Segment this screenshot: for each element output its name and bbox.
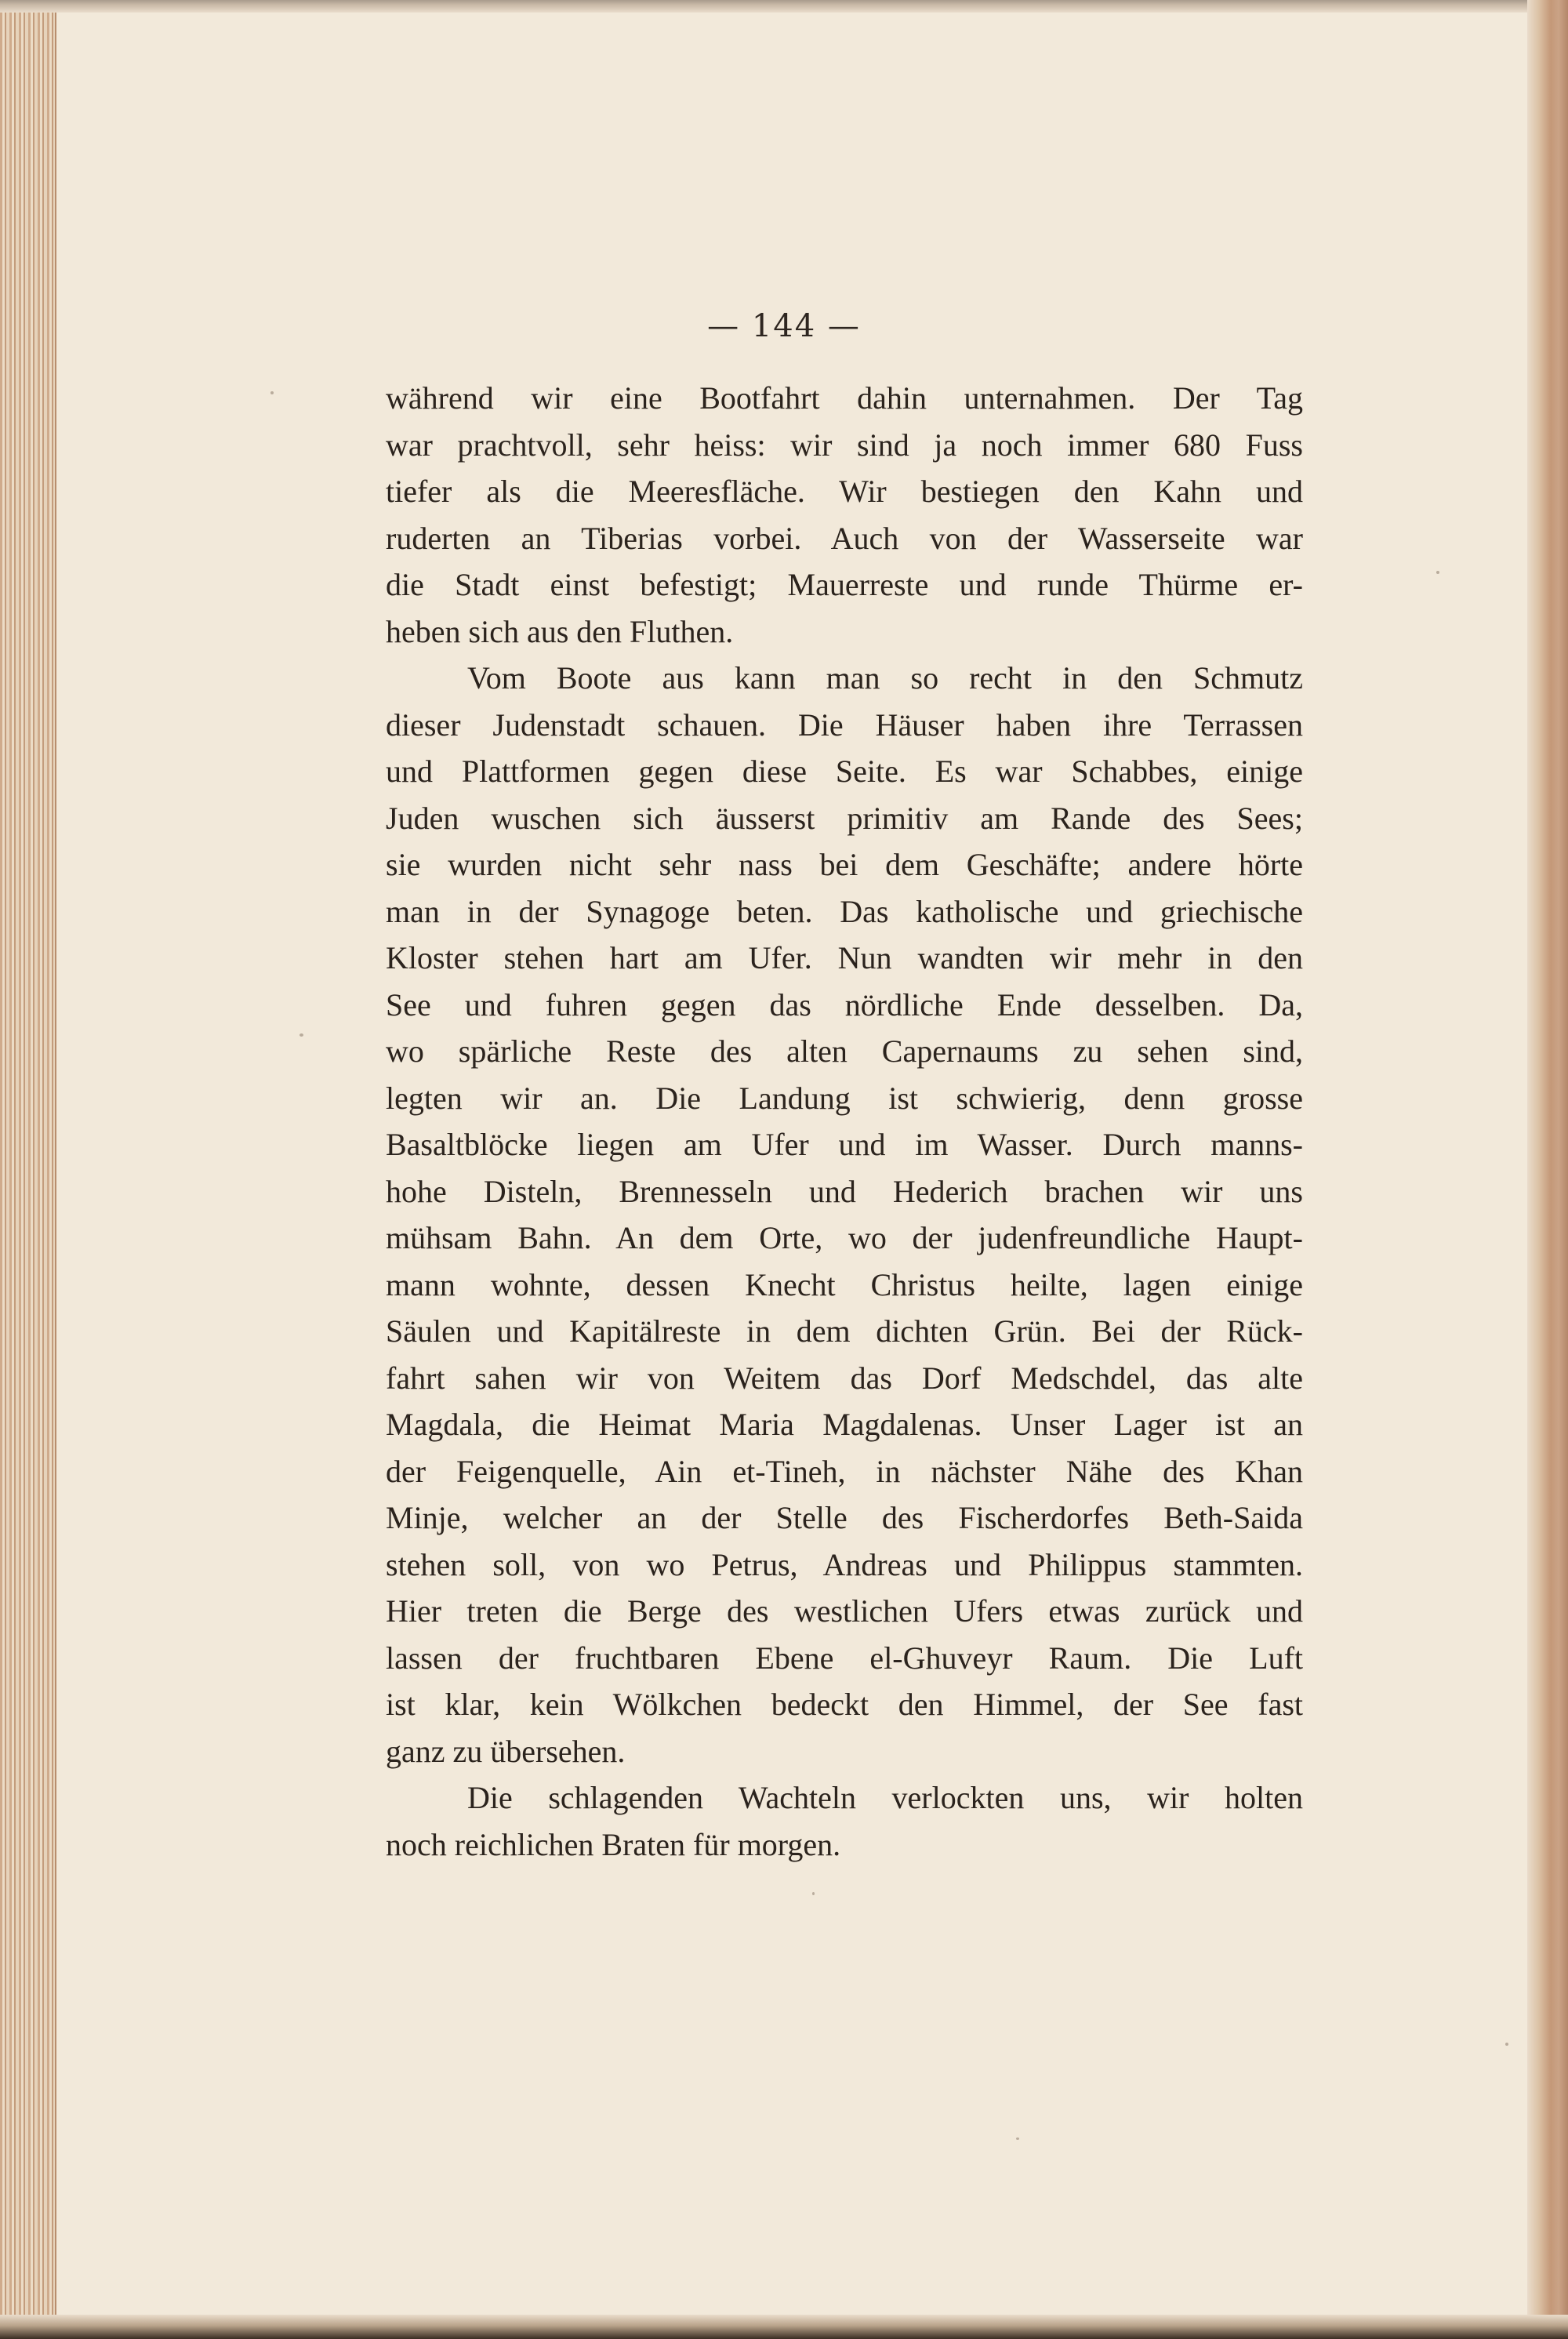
paper-speck [299,1033,303,1037]
text-line: Juden wuschen sich äusserst primitiv am Rande des Sees; [386,800,1303,836]
text-line: sie wurden nicht sehr nass bei dem Geschäfte; andere hörte [386,847,1303,882]
text-line: Minje, welcher an der Stelle des Fischerdorfes Beth-Saida [386,1500,1303,1535]
text-line: der Feigenquelle, Ain et-Tineh, in nächster Nähe des Khan [386,1453,1303,1489]
paper-speck [1505,2043,1508,2046]
text-line: wo spärliche Reste des alten Capernaums zu sehen sind, [386,1033,1303,1069]
text-line: Hier treten die Berge des westlichen Ufers etwas zurück und [386,1593,1303,1629]
text-line: Magdala, die Heimat Maria Magdalenas. Unser Lager ist an [386,1407,1303,1442]
bottom-page-edge [0,2315,1568,2339]
text-line: die Stadt einst befestigt; Mauerreste und runde Thürme er- [386,567,1303,602]
text-line: ganz zu übersehen. [386,1733,626,1769]
body-text [386,375,1303,1868]
text-line: legten wir an. Die Landung ist schwierig, denn grosse [386,1080,1303,1116]
text-line: Säulen und Kapitälreste in dem dichten Grün. Bei der Rück- [386,1313,1303,1349]
paragraph-start-line: Vom Boote aus kann man so recht in den Schmutz [467,660,1303,696]
paper-speck [270,391,274,394]
text-line: heben sich aus den Fluthen. [386,613,734,649]
paragraph-start-line: Die schlagenden Wachteln verlockten uns, wir holten [467,1780,1303,1815]
page-number: — 144 — [707,308,861,344]
top-page-edge [0,0,1568,13]
text-line: dieser Judenstadt schauen. Die Häuser haben ihre Terrassen [386,706,1303,743]
text-line: war prachtvoll, sehr heiss: wir sind ja noch immer 680 Fuss [386,427,1303,463]
text-line: lassen der fruchtbaren Ebene el-Ghuveyr Raum. Die Luft [386,1640,1303,1676]
text-line: Basaltblöcke liegen am Ufer und im Wasser. Durch manns- [386,1127,1303,1162]
text-line: noch reichlichen Braten für morgen. [386,1826,841,1862]
text-line: mann wohnte, dessen Knecht Christus heilte, lagen einige [386,1266,1303,1302]
book-page-edges [0,0,56,2339]
text-line: tiefer als die Meeresfläche. Wir bestiegen den Kahn und [386,474,1303,509]
paper-speck [1016,2137,1019,2140]
text-line: und Plattformen gegen diese Seite. Es war Schabbes, einige [386,754,1303,789]
paper-speck [812,1892,815,1895]
book-binding-edge [1527,0,1568,2339]
text-line: mühsam Bahn. An dem Orte, wo der judenfreundliche Haupt- [386,1220,1303,1255]
text-line: hohe Disteln, Brennesseln und Hederich brachen wir uns [386,1173,1303,1209]
paper-speck [1436,571,1439,574]
text-line: Kloster stehen hart am Ufer. Nun wandten wir mehr in den [386,940,1303,975]
text-line: fahrt sahen wir von Weitem das Dorf Medschdel, das alte [386,1360,1303,1396]
text-line: während wir eine Bootfahrt dahin unternahmen. Der Tag [386,380,1303,416]
text-line: stehen soll, von wo Petrus, Andreas und Philippus stammten. [386,1546,1303,1582]
text-line: man in der Synagoge beten. Das katholische und griechische [386,893,1303,929]
text-line: ruderten an Tiberias vorbei. Auch von der Wasserseite war [386,520,1303,556]
text-line: ist klar, kein Wölkchen bedeckt den Himmel, der See fast [386,1687,1303,1722]
text-line: See und fuhren gegen das nördliche Ende desselben. Da, [386,986,1303,1022]
